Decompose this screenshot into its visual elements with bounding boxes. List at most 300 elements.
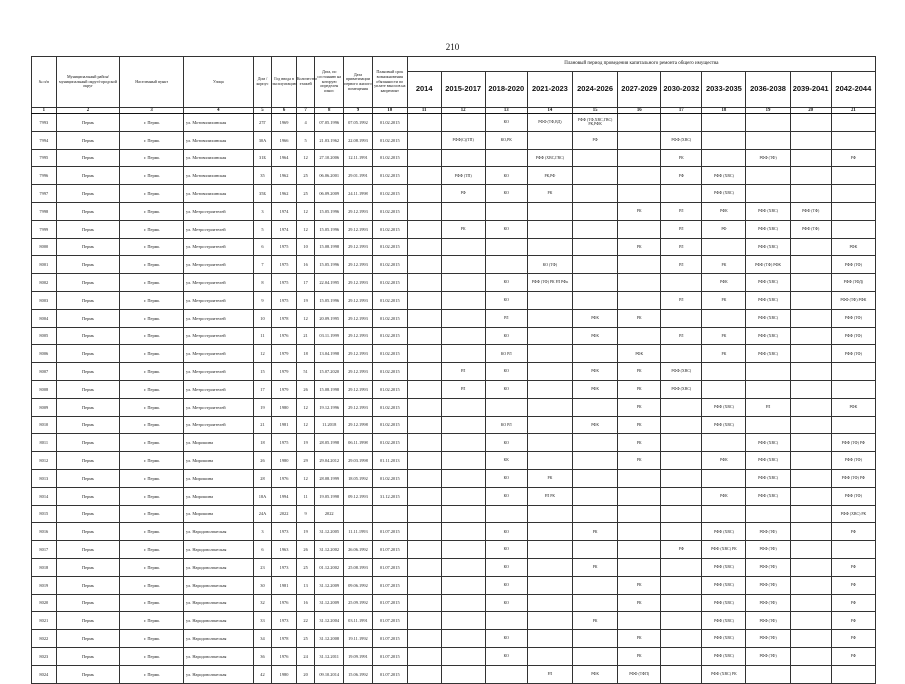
- work-period-cell: РК: [618, 594, 661, 612]
- work-period-cell: [527, 238, 572, 256]
- year-built-cell: 1966: [272, 131, 297, 149]
- date-status-cell: 29.04.2012: [315, 452, 344, 470]
- work-period-cell: [527, 434, 572, 452]
- header-street: Улица: [183, 57, 253, 108]
- municipal-cell: Пермь: [56, 541, 120, 559]
- work-period-cell: [661, 274, 702, 292]
- work-period-cell: РК: [618, 452, 661, 470]
- table-row: [32, 131, 876, 149]
- work-period-cell: РФ: [661, 541, 702, 559]
- year-built-cell: 1981: [272, 416, 297, 434]
- work-period-cell: [407, 114, 441, 132]
- row-number: 8006: [32, 345, 57, 363]
- work-period-cell: КО РЛ: [485, 345, 527, 363]
- work-period-cell: РФФ (ТФ) РФ: [831, 434, 875, 452]
- header-period: 2014: [407, 72, 441, 108]
- municipal-cell: Пермь: [56, 505, 120, 523]
- work-period-cell: [661, 523, 702, 541]
- deadline-cell: 01.02.2015: [372, 149, 407, 167]
- work-period-cell: КО РЛ: [485, 416, 527, 434]
- work-period-cell: [527, 523, 572, 541]
- work-period-cell: КО: [485, 114, 527, 132]
- date-privatization-cell: 19.09.1991: [344, 647, 373, 665]
- deadline-cell: 01.02.2015: [372, 238, 407, 256]
- table-row: [32, 505, 876, 523]
- work-period-cell: РЛ: [441, 363, 485, 381]
- table-body: [32, 114, 876, 684]
- work-period-cell: [702, 380, 746, 398]
- date-privatization-cell: 15.06.1992: [344, 665, 373, 683]
- work-period-cell: [790, 612, 831, 630]
- table-row: [32, 238, 876, 256]
- work-period-cell: РЛ: [661, 238, 702, 256]
- work-period-cell: РФК: [573, 665, 618, 683]
- floors-cell: 26: [296, 380, 314, 398]
- municipal-cell: Пермь: [56, 256, 120, 274]
- year-built-cell: 1980: [272, 665, 297, 683]
- street-cell: ул. Народовольческая: [183, 612, 253, 630]
- work-period-cell: [573, 167, 618, 185]
- deadline-cell: 01.07.2015: [372, 576, 407, 594]
- work-period-cell: [702, 238, 746, 256]
- work-period-cell: [485, 202, 527, 220]
- work-period-cell: РФ: [831, 594, 875, 612]
- year-built-cell: 1962: [272, 167, 297, 185]
- house-cell: 30: [253, 576, 271, 594]
- locality-cell: г. Пермь: [120, 630, 184, 648]
- date-status-cell: 06.09.2009: [315, 185, 344, 203]
- floors-cell: 9: [296, 505, 314, 523]
- work-period-cell: [790, 345, 831, 363]
- work-period-cell: [790, 434, 831, 452]
- table-row: [32, 363, 876, 381]
- deadline-cell: 01.02.2015: [372, 202, 407, 220]
- work-period-cell: РФФ (ТФ) РФК: [831, 291, 875, 309]
- row-number: 8012: [32, 452, 57, 470]
- table-row: [32, 612, 876, 630]
- street-cell: ул. Метростроителей: [183, 416, 253, 434]
- work-period-cell: РФФ (ХВС): [746, 487, 790, 505]
- work-period-cell: [527, 345, 572, 363]
- work-period-cell: РФ: [831, 630, 875, 648]
- work-period-cell: [573, 274, 618, 292]
- table-row: [32, 487, 876, 505]
- work-period-cell: [407, 630, 441, 648]
- work-period-cell: [407, 185, 441, 203]
- work-period-cell: РК: [618, 363, 661, 381]
- header-period: 2039-2041: [790, 72, 831, 108]
- locality-cell: г. Пермь: [120, 149, 184, 167]
- work-period-cell: [407, 149, 441, 167]
- work-period-cell: РФФ (ХВС) РК: [702, 665, 746, 683]
- header-row-top: [32, 57, 876, 72]
- row-number: 8010: [32, 416, 57, 434]
- work-period-cell: РФК: [831, 398, 875, 416]
- work-period-cell: РК: [702, 327, 746, 345]
- header-floors: Количество этажей: [296, 57, 314, 108]
- floors-cell: 10: [296, 238, 314, 256]
- table-row: [32, 523, 876, 541]
- work-period-cell: РФ: [441, 185, 485, 203]
- work-period-cell: [441, 345, 485, 363]
- work-period-cell: [790, 594, 831, 612]
- locality-cell: г. Пермь: [120, 309, 184, 327]
- work-period-cell: РК: [527, 469, 572, 487]
- row-number: 8007: [32, 363, 57, 381]
- year-built-cell: 1980: [272, 452, 297, 470]
- work-period-cell: РК: [527, 185, 572, 203]
- row-number: 8008: [32, 380, 57, 398]
- row-number: 8004: [32, 309, 57, 327]
- header-period: 2024-2026: [573, 72, 618, 108]
- column-number: 17: [661, 108, 702, 114]
- floors-cell: 12: [296, 398, 314, 416]
- work-period-cell: [407, 558, 441, 576]
- municipal-cell: Пермь: [56, 167, 120, 185]
- date-privatization-cell: 29.12.1993: [344, 220, 373, 238]
- work-period-cell: РФФ(С)(ТП): [441, 131, 485, 149]
- table-row: [32, 327, 876, 345]
- work-period-cell: [407, 416, 441, 434]
- street-cell: ул. Метростроителей: [183, 238, 253, 256]
- row-number: 7998: [32, 202, 57, 220]
- work-period-cell: РФФ (ТП): [441, 167, 485, 185]
- work-period-cell: РК: [441, 220, 485, 238]
- street-cell: ул. Метростроителей: [183, 327, 253, 345]
- locality-cell: г. Пермь: [120, 558, 184, 576]
- floors-cell: 25: [296, 185, 314, 203]
- work-period-cell: [407, 363, 441, 381]
- work-period-cell: РФФ (ТФ): [831, 256, 875, 274]
- work-period-cell: РК: [618, 238, 661, 256]
- work-period-cell: [441, 558, 485, 576]
- work-period-cell: РФФ (ТФ) РФК: [746, 256, 790, 274]
- municipal-cell: Пермь: [56, 345, 120, 363]
- header-date-status: Дата, по состоянию на которую определен износ: [315, 57, 344, 108]
- work-period-cell: РЛ: [661, 220, 702, 238]
- work-period-cell: РФФ (ТФ,ВД): [527, 114, 572, 132]
- work-period-cell: РФФ (ТФ): [831, 345, 875, 363]
- street-cell: ул. Метростроителей: [183, 274, 253, 292]
- work-period-cell: РФФ (ХВС): [702, 398, 746, 416]
- work-period-cell: КО: [485, 630, 527, 648]
- work-period-cell: [661, 398, 702, 416]
- header-planned-period: Плановый период проведения капитального ремонта общего имущества: [407, 57, 875, 72]
- work-period-cell: РФФ (ТФ) РФ: [831, 469, 875, 487]
- work-period-cell: [441, 416, 485, 434]
- municipal-cell: Пермь: [56, 309, 120, 327]
- deadline-cell: 01.02.2015: [372, 345, 407, 363]
- work-period-cell: [407, 345, 441, 363]
- work-period-cell: [661, 452, 702, 470]
- table-row: [32, 558, 876, 576]
- work-period-cell: [485, 505, 527, 523]
- street-cell: ул. Мирошина: [183, 487, 253, 505]
- date-privatization-cell: 24.11.1998: [344, 185, 373, 203]
- date-status-cell: 15.05.1996: [315, 256, 344, 274]
- locality-cell: г. Пермь: [120, 416, 184, 434]
- work-period-cell: [618, 541, 661, 559]
- work-period-cell: РК: [573, 612, 618, 630]
- work-period-cell: [485, 612, 527, 630]
- house-cell: 6: [253, 238, 271, 256]
- street-cell: ул. Мирошина: [183, 434, 253, 452]
- street-cell: ул. Народовольческая: [183, 576, 253, 594]
- municipal-cell: Пермь: [56, 416, 120, 434]
- date-privatization-cell: 29.12.1993: [344, 380, 373, 398]
- work-period-cell: [573, 185, 618, 203]
- work-period-cell: РК: [618, 380, 661, 398]
- year-built-cell: 1973: [272, 558, 297, 576]
- street-cell: ул. Метростроителей: [183, 363, 253, 381]
- date-status-cell: 19.05.1998: [315, 487, 344, 505]
- work-period-cell: [702, 434, 746, 452]
- work-period-cell: [831, 416, 875, 434]
- row-number: 8023: [32, 647, 57, 665]
- work-period-cell: РФФ (ХВС): [746, 238, 790, 256]
- table-row: [32, 594, 876, 612]
- year-built-cell: 1980: [272, 398, 297, 416]
- date-privatization-cell: 11.11.1993: [344, 523, 373, 541]
- year-built-cell: 1979: [272, 345, 297, 363]
- date-status-cell: 09.10.2014: [315, 665, 344, 683]
- date-status-cell: 19.12.1996: [315, 398, 344, 416]
- floors-cell: 22: [296, 612, 314, 630]
- house-cell: 6: [253, 541, 271, 559]
- municipal-cell: Пермь: [56, 630, 120, 648]
- column-number: 8: [315, 108, 344, 114]
- work-period-cell: [831, 380, 875, 398]
- deadline-cell: 01.02.2015: [372, 167, 407, 185]
- year-built-cell: 1976: [272, 647, 297, 665]
- work-period-cell: РФК: [702, 202, 746, 220]
- work-period-cell: [485, 256, 527, 274]
- column-number: 16: [618, 108, 661, 114]
- deadline-cell: 01.07.2015: [372, 523, 407, 541]
- date-status-cell: 2022: [315, 505, 344, 523]
- work-period-cell: [485, 665, 527, 683]
- date-privatization-cell: 12.11.1991: [344, 149, 373, 167]
- deadline-cell: 01.02.2015: [372, 416, 407, 434]
- work-period-cell: КО: [485, 167, 527, 185]
- locality-cell: г. Пермь: [120, 256, 184, 274]
- work-period-cell: РФФ (ТФ): [790, 202, 831, 220]
- work-period-cell: [527, 612, 572, 630]
- house-cell: 32: [253, 594, 271, 612]
- work-period-cell: [527, 380, 572, 398]
- date-privatization-cell: 25.09.1992: [344, 594, 373, 612]
- deadline-cell: 01.11.2013: [372, 452, 407, 470]
- work-period-cell: РФК: [573, 327, 618, 345]
- street-cell: ул. Метростроителей: [183, 202, 253, 220]
- work-period-cell: РФФ (ХВС): [702, 647, 746, 665]
- deadline-cell: 01.02.2015: [372, 327, 407, 345]
- work-period-cell: [573, 630, 618, 648]
- street-cell: ул. Народовольческая: [183, 665, 253, 683]
- column-number: 18: [702, 108, 746, 114]
- floors-cell: 25: [296, 558, 314, 576]
- row-number: 7993: [32, 114, 57, 132]
- work-period-cell: РФФ (ТФ): [746, 630, 790, 648]
- work-period-cell: РФФ (ХВС): [702, 612, 746, 630]
- work-period-cell: [441, 202, 485, 220]
- municipal-cell: Пермь: [56, 238, 120, 256]
- row-number: 7999: [32, 220, 57, 238]
- work-period-cell: [527, 327, 572, 345]
- work-period-cell: [661, 345, 702, 363]
- work-period-cell: [618, 291, 661, 309]
- work-period-cell: [441, 434, 485, 452]
- municipal-cell: Пермь: [56, 327, 120, 345]
- column-number: 13: [485, 108, 527, 114]
- work-period-cell: РЛ: [661, 202, 702, 220]
- work-period-cell: РК: [618, 647, 661, 665]
- work-period-cell: [441, 523, 485, 541]
- municipal-cell: Пермь: [56, 149, 120, 167]
- work-period-cell: [407, 238, 441, 256]
- work-period-cell: [618, 220, 661, 238]
- work-period-cell: РЛ: [661, 291, 702, 309]
- work-period-cell: [407, 594, 441, 612]
- work-period-cell: РФФ (ТФ): [746, 523, 790, 541]
- deadline-cell: 01.02.2015: [372, 469, 407, 487]
- deadline-cell: 01.02.2015: [372, 291, 407, 309]
- year-built-cell: 1976: [272, 594, 297, 612]
- work-period-cell: РФ: [831, 576, 875, 594]
- house-cell: 27Г: [253, 114, 271, 132]
- row-number: 7997: [32, 185, 57, 203]
- work-period-cell: [441, 612, 485, 630]
- street-cell: ул. Метростроителей: [183, 256, 253, 274]
- date-status-cell: 20.09.1995: [315, 309, 344, 327]
- work-period-cell: КК: [485, 452, 527, 470]
- street-cell: ул. Народовольческая: [183, 594, 253, 612]
- work-period-cell: РФК: [618, 345, 661, 363]
- work-period-cell: [790, 541, 831, 559]
- work-period-cell: РФФ (ХВС): [702, 558, 746, 576]
- house-cell: 26: [253, 452, 271, 470]
- work-period-cell: РЛ: [485, 309, 527, 327]
- row-number: 8024: [32, 665, 57, 683]
- page-number: 210: [445, 42, 460, 52]
- work-period-cell: [573, 452, 618, 470]
- date-privatization-cell: 29.12.1993: [344, 202, 373, 220]
- work-period-cell: РФФ (ХВС): [702, 523, 746, 541]
- work-period-cell: РФФ (ХВС): [702, 185, 746, 203]
- work-period-cell: [527, 594, 572, 612]
- work-period-cell: [661, 630, 702, 648]
- date-status-cell: 31.12.2009: [315, 576, 344, 594]
- work-period-cell: РФФ (ТФ): [746, 594, 790, 612]
- work-period-cell: [573, 398, 618, 416]
- street-cell: ул. Мирошина: [183, 452, 253, 470]
- floors-cell: 12: [296, 220, 314, 238]
- locality-cell: г. Пермь: [120, 452, 184, 470]
- municipal-cell: Пермь: [56, 523, 120, 541]
- house-cell: 34: [253, 630, 271, 648]
- row-number: 8022: [32, 630, 57, 648]
- locality-cell: г. Пермь: [120, 576, 184, 594]
- year-built-cell: 1964: [272, 149, 297, 167]
- locality-cell: г. Пермь: [120, 380, 184, 398]
- work-period-cell: РФК: [831, 238, 875, 256]
- date-privatization-cell: 09.12.1993: [344, 487, 373, 505]
- header-period: 2015-2017: [441, 72, 485, 108]
- municipal-cell: Пермь: [56, 576, 120, 594]
- date-privatization-cell: 03.11.1991: [344, 612, 373, 630]
- date-status-cell: 28.08.1999: [315, 469, 344, 487]
- work-period-cell: [573, 594, 618, 612]
- work-period-cell: [407, 167, 441, 185]
- locality-cell: г. Пермь: [120, 291, 184, 309]
- street-cell: ул. Мирошина: [183, 469, 253, 487]
- work-period-cell: РФФ (ТФ): [746, 612, 790, 630]
- deadline-cell: 01.02.2015: [372, 114, 407, 132]
- floors-cell: 11: [296, 487, 314, 505]
- date-privatization-cell: 29.12.1993: [344, 309, 373, 327]
- municipal-cell: Пермь: [56, 558, 120, 576]
- table-row: [32, 167, 876, 185]
- floors-cell: 5: [296, 131, 314, 149]
- deadline-cell: 01.02.2015: [372, 309, 407, 327]
- deadline-cell: 01.02.2015: [372, 256, 407, 274]
- work-period-cell: [407, 576, 441, 594]
- deadline-cell: 01.02.2015: [372, 363, 407, 381]
- floors-cell: 24: [296, 647, 314, 665]
- work-period-cell: [441, 398, 485, 416]
- row-number: 8020: [32, 594, 57, 612]
- street-cell: ул. Метростроителей: [183, 398, 253, 416]
- work-period-cell: [407, 452, 441, 470]
- work-period-cell: [702, 469, 746, 487]
- street-cell: ул. Метростроителей: [183, 291, 253, 309]
- locality-cell: г. Пермь: [120, 202, 184, 220]
- floors-cell: 29: [296, 452, 314, 470]
- work-period-cell: [441, 256, 485, 274]
- date-status-cell: 31.12.2005: [315, 523, 344, 541]
- work-period-cell: [661, 505, 702, 523]
- work-period-cell: [831, 363, 875, 381]
- work-period-cell: [407, 327, 441, 345]
- work-period-cell: [831, 220, 875, 238]
- work-period-cell: [441, 452, 485, 470]
- header-period: 2027-2029: [618, 72, 661, 108]
- work-period-cell: [661, 114, 702, 132]
- date-privatization-cell: 06.11.1998: [344, 434, 373, 452]
- work-period-cell: РФФ (ТФ): [746, 576, 790, 594]
- floors-cell: 17: [296, 274, 314, 292]
- year-built-cell: 1975: [272, 256, 297, 274]
- deadline-cell: 01.07.2015: [372, 612, 407, 630]
- street-cell: ул. Мотовилихинская: [183, 131, 253, 149]
- date-status-cell: 07.05.1996: [315, 114, 344, 132]
- work-period-cell: [441, 327, 485, 345]
- work-period-cell: [746, 363, 790, 381]
- locality-cell: г. Пермь: [120, 327, 184, 345]
- table-row: [32, 576, 876, 594]
- column-number: 19: [746, 108, 790, 114]
- floors-cell: 19: [296, 434, 314, 452]
- header-house: Дом / корпус: [253, 57, 271, 108]
- locality-cell: г. Пермь: [120, 363, 184, 381]
- header-year-built: Год ввода в эксплуатацию: [272, 57, 297, 108]
- row-number: 8011: [32, 434, 57, 452]
- column-number: 4: [183, 108, 253, 114]
- column-number: 21: [831, 108, 875, 114]
- work-period-cell: [661, 594, 702, 612]
- table-row: [32, 256, 876, 274]
- work-period-cell: [407, 291, 441, 309]
